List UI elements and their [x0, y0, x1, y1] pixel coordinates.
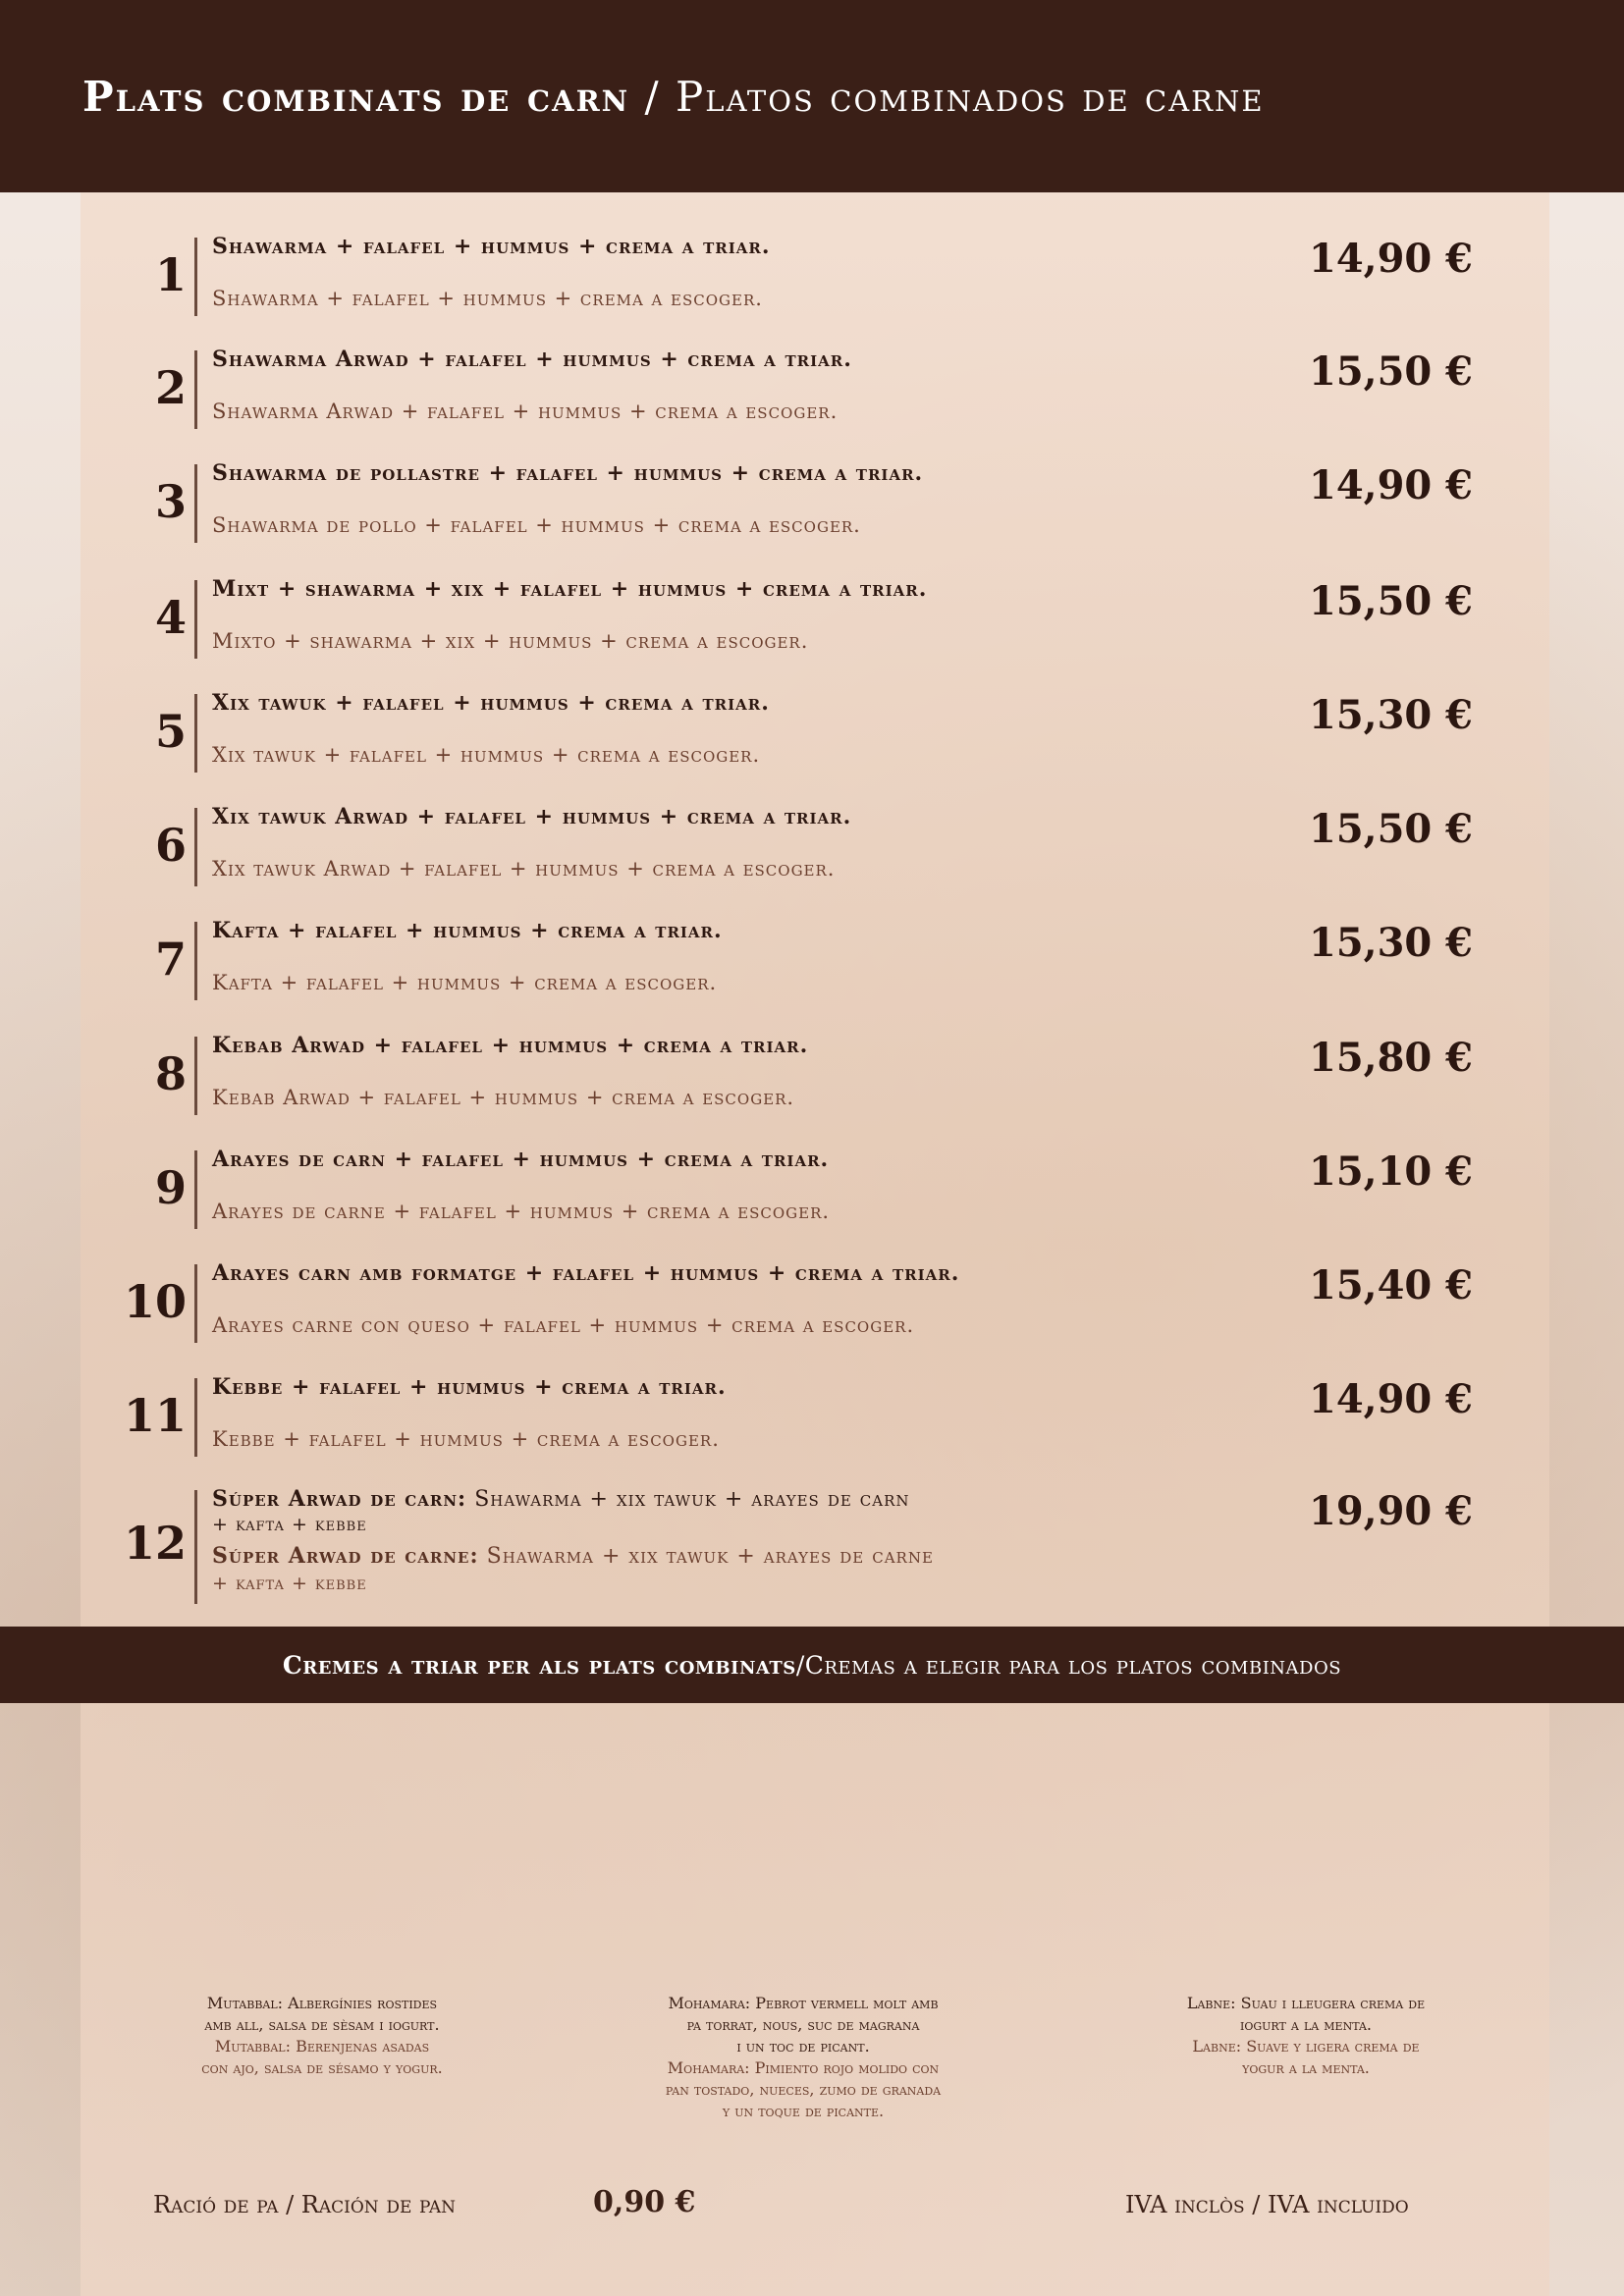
dish-name-spanish: Shawarma Arwad + falafel + hummus + crema a escoger. — [212, 400, 839, 423]
creams-title-catalan: Cremes a triar per als plats combinats — [282, 1650, 796, 1680]
cream-labne — [1100, 1993, 1512, 2079]
dish-price: 19,90 € — [1308, 1488, 1473, 1534]
bread-portion-label: Ració de pa / Ración de pan — [153, 2191, 457, 2218]
dish-price: 14,90 € — [1308, 462, 1473, 508]
divider — [194, 1264, 197, 1343]
divider — [194, 694, 197, 773]
divider — [194, 1378, 197, 1457]
cream-mohamara — [597, 1993, 1009, 2122]
dish-item — [118, 345, 1492, 443]
dish-components-spanish-cont: + kafta + kebbe — [212, 1573, 367, 1594]
dish-number: 7 — [154, 933, 187, 986]
bread-portion-price: 0,90 € — [593, 2185, 696, 2219]
vat-note: IVA inclòs / IVA incluido — [1125, 2191, 1409, 2218]
cream-desc-catalan-line: Mohamara: Pebrot vermell molt amb — [668, 1994, 939, 2012]
dish-components-catalan-cont: + kafta + kebbe — [212, 1514, 367, 1535]
dish-name-catalan: Shawarma de pollastre + falafel + hummus + crema a triar. — [212, 460, 924, 486]
cream-desc-catalan-line: Mutabbal: Albergínies rostides — [206, 1994, 438, 2012]
dish-name-catalan: Kebab Arwad + falafel + hummus + crema a triar. — [212, 1033, 809, 1058]
dish-item — [118, 1031, 1492, 1129]
dish-number: 2 — [154, 361, 187, 414]
dish-item — [118, 574, 1492, 672]
dish-price: 15,10 € — [1308, 1148, 1473, 1195]
dish-name-catalan: Shawarma + falafel + hummus + crema a triar. — [212, 234, 771, 259]
dish-item — [118, 916, 1492, 1014]
divider — [194, 1150, 197, 1229]
dish-item-super-arwad — [118, 1484, 1492, 1607]
dish-price: 15,30 € — [1308, 692, 1473, 738]
dish-item — [118, 802, 1492, 900]
dish-name-catalan — [212, 1486, 910, 1512]
title-catalan: Plats combinats de carn — [82, 73, 630, 121]
dish-price: 15,50 € — [1308, 806, 1473, 852]
creams-title-separator: / — [795, 1650, 805, 1680]
divider — [194, 464, 197, 543]
dish-name-catalan: Mixt + shawarma + xix + falafel + hummus + crema a triar. — [212, 576, 928, 602]
creams-title-spanish: Cremas a elegir para los platos combinados — [804, 1650, 1342, 1680]
dish-name-spanish: Arayes de carne + falafel + hummus + crema a escoger. — [212, 1200, 831, 1223]
divider — [194, 580, 197, 659]
cream-desc-catalan-line: iogurt a la menta. — [1240, 2015, 1372, 2034]
cream-desc-spanish-line: Labne: Suave y ligera crema de — [1192, 2037, 1420, 2056]
dish-price: 15,30 € — [1308, 920, 1473, 966]
dish-name-spanish: Kebbe + falafel + hummus + crema a escoger. — [212, 1427, 720, 1451]
dish-name-catalan: Xix tawuk + falafel + hummus + crema a triar. — [212, 690, 770, 716]
dish-name-catalan: Arayes de carn + falafel + hummus + crema a triar. — [212, 1147, 830, 1172]
dish-price: 14,90 € — [1308, 1376, 1473, 1422]
dish-name-spanish: Arayes carne con queso + falafel + hummus + crema a escoger. — [212, 1313, 915, 1337]
dish-item — [118, 232, 1492, 330]
cream-desc-catalan-line: i un toc de picant. — [736, 2037, 870, 2056]
dish-name-spanish: Shawarma de pollo + falafel + hummus + crema a escoger. — [212, 513, 861, 537]
dish-name-spanish: Kebab Arwad + falafel + hummus + crema a escoger. — [212, 1086, 795, 1109]
dish-name-spanish: Mixto + shawarma + xix + hummus + crema a escoger. — [212, 629, 809, 653]
creams-section-bar — [0, 1627, 1624, 1703]
dish-number: 8 — [154, 1047, 187, 1100]
divider — [194, 238, 197, 316]
cream-desc-spanish-line: yogur a la menta. — [1242, 2058, 1370, 2077]
dish-number: 12 — [123, 1517, 187, 1570]
dish-number: 1 — [154, 248, 187, 301]
dish-title-spanish: Súper Arwad de carne: — [212, 1543, 479, 1569]
title-separator: / — [629, 73, 677, 121]
dish-title-catalan: Súper Arwad de carn: — [212, 1486, 467, 1512]
cream-desc-spanish-line: con ajo, salsa de sésamo y yogur. — [201, 2058, 443, 2077]
dish-number: 10 — [123, 1275, 187, 1328]
dish-name-spanish: Xix tawuk Arwad + falafel + hummus + crema a escoger. — [212, 857, 836, 881]
dish-item — [118, 1258, 1492, 1357]
title-spanish: Platos combinados de carne — [676, 73, 1265, 121]
dish-name-catalan: Xix tawuk Arwad + falafel + hummus + crema a triar. — [212, 804, 852, 829]
cream-desc-spanish-line: y un toque de picante. — [722, 2102, 885, 2120]
dish-name-catalan: Kebbe + falafel + hummus + crema a triar. — [212, 1374, 727, 1400]
dish-item — [118, 688, 1492, 786]
divider — [194, 1490, 197, 1604]
cream-mutabbal — [116, 1993, 528, 2079]
page-header — [0, 0, 1624, 192]
divider — [194, 808, 197, 886]
cream-desc-spanish-line: pan tostado, nueces, zumo de granada — [665, 2080, 942, 2099]
page-title — [82, 73, 1265, 121]
dish-name-catalan: Shawarma Arwad + falafel + hummus + crema a triar. — [212, 347, 852, 372]
cream-desc-catalan-line: pa torrat, nous, suc de magrana — [686, 2015, 920, 2034]
cream-desc-catalan-line: amb all, salsa de sèsam i iogurt. — [204, 2015, 440, 2034]
divider — [194, 350, 197, 429]
dish-item — [118, 1372, 1492, 1470]
dish-number: 6 — [154, 819, 187, 872]
dish-item — [118, 1145, 1492, 1243]
dish-price: 15,50 € — [1308, 578, 1473, 624]
dish-number: 4 — [154, 591, 187, 644]
dish-price: 14,90 € — [1308, 236, 1473, 282]
dish-name-spanish: Shawarma + falafel + hummus + crema a escoger. — [212, 287, 763, 310]
dish-components-catalan: Shawarma + xix tawuk + arayes de carn — [474, 1487, 910, 1512]
dish-price: 15,40 € — [1308, 1262, 1473, 1308]
cream-desc-spanish-line: Mutabbal: Berenjenas asadas — [214, 2037, 430, 2056]
dish-number: 9 — [154, 1161, 187, 1214]
dish-number: 11 — [123, 1389, 187, 1442]
dish-name-spanish — [212, 1543, 934, 1569]
dish-price: 15,80 € — [1308, 1035, 1473, 1081]
dish-number: 3 — [154, 475, 187, 528]
divider — [194, 1037, 197, 1115]
dish-components-spanish: Shawarma + xix tawuk + arayes de carne — [486, 1544, 934, 1569]
dish-name-spanish: Xix tawuk + falafel + hummus + crema a escoger. — [212, 743, 761, 767]
dish-number: 5 — [154, 705, 187, 758]
divider — [194, 922, 197, 1000]
dish-price: 15,50 € — [1308, 348, 1473, 395]
dish-item — [118, 458, 1492, 557]
dish-name-catalan: Kafta + falafel + hummus + crema a triar. — [212, 918, 723, 943]
dish-name-spanish: Kafta + falafel + hummus + crema a escoger. — [212, 971, 718, 994]
cream-desc-catalan-line: Labne: Suau i lleugera crema de — [1186, 1994, 1426, 2012]
dish-name-catalan: Arayes carn amb formatge + falafel + hummus + crema a triar. — [212, 1260, 960, 1286]
cream-desc-spanish-line: Mohamara: Pimiento rojo molido con — [667, 2058, 940, 2077]
